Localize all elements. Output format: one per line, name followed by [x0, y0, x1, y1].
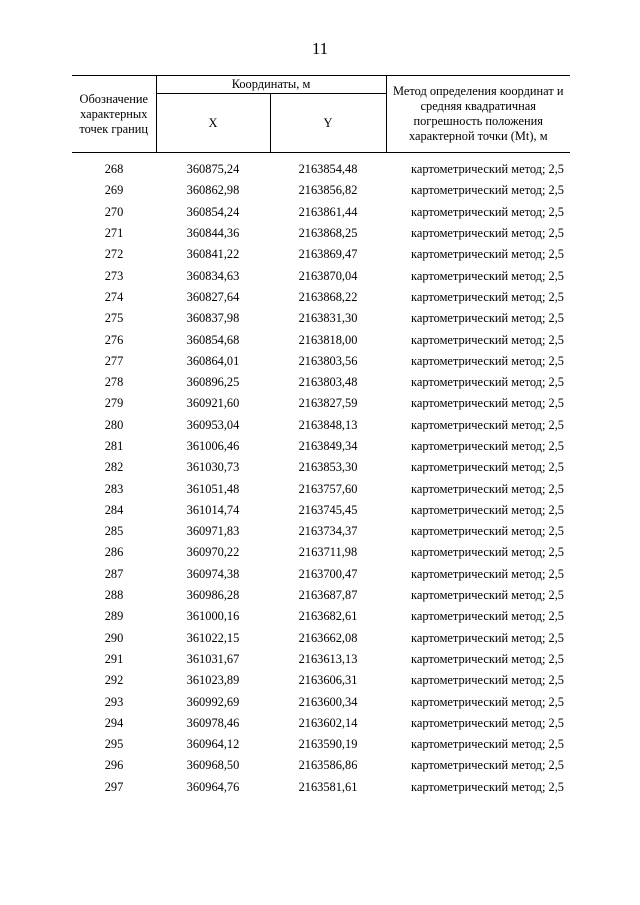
table-row: [72, 478, 570, 499]
y-cell: 2163868,22: [298, 289, 358, 304]
x-cell: 361022,15: [186, 630, 240, 645]
x-cell: 360854,68: [186, 332, 240, 347]
method-cell: картометрический метод; 2,5: [411, 162, 564, 177]
point-cell: 279: [104, 396, 124, 411]
x-cell: 360896,25: [186, 375, 240, 390]
y-cell: 2163818,00: [298, 332, 358, 347]
x-cell: 361030,73: [186, 460, 240, 475]
point-cell: 285: [104, 524, 124, 539]
table-row: [72, 755, 570, 776]
method-cell: картометрический метод; 2,5: [411, 588, 564, 603]
point-cell: 276: [104, 332, 124, 347]
y-cell: 2163803,48: [298, 375, 358, 390]
point-cell: 271: [104, 226, 124, 241]
table-row: [72, 670, 570, 691]
table-row: [72, 542, 570, 563]
table-row: [72, 628, 570, 649]
coordinates-column-header: Координаты, м: [156, 76, 386, 94]
y-cell: 2163868,25: [298, 226, 358, 241]
method-cell: картометрический метод; 2,5: [411, 737, 564, 752]
table-row: [72, 329, 570, 350]
method-cell: картометрический метод; 2,5: [411, 524, 564, 539]
method-cell: картометрический метод; 2,5: [411, 694, 564, 709]
table-row: [72, 265, 570, 286]
x-cell: 360964,12: [186, 737, 240, 752]
table-row: [72, 564, 570, 585]
y-cell: 2163613,13: [298, 651, 358, 666]
table-row: [72, 500, 570, 521]
y-cell: 2163869,47: [298, 247, 358, 262]
y-cell: 2163853,30: [298, 460, 358, 475]
point-cell: 277: [104, 353, 124, 368]
table-row: [72, 521, 570, 542]
y-cell: 2163687,87: [298, 588, 358, 603]
method-cell: картометрический метод; 2,5: [411, 332, 564, 347]
point-cell: 274: [104, 289, 124, 304]
table-row: [72, 308, 570, 329]
point-cell: 287: [104, 566, 124, 581]
x-cell: 360834,63: [186, 268, 240, 283]
x-cell: 360953,04: [186, 417, 240, 432]
x-cell: 360864,01: [186, 353, 240, 368]
method-column-header: Метод определения координат и средняя квадратичная погрешность положения характерной точки (Mt), м: [386, 76, 570, 153]
method-cell: картометрический метод; 2,5: [411, 204, 564, 219]
x-cell: 361031,67: [186, 651, 240, 666]
method-cell: картометрический метод; 2,5: [411, 289, 564, 304]
x-cell: 361023,89: [186, 673, 240, 688]
y-cell: 2163757,60: [298, 481, 358, 496]
y-cell: 2163803,56: [298, 353, 358, 368]
y-cell: 2163745,45: [298, 502, 358, 517]
method-cell: картометрический метод; 2,5: [411, 715, 564, 730]
table-row: [72, 777, 570, 798]
table-row: [72, 153, 570, 181]
method-cell: картометрический метод; 2,5: [411, 226, 564, 241]
table-row: [72, 436, 570, 457]
y-cell: 2163861,44: [298, 204, 358, 219]
page-number: 11: [311, 39, 329, 58]
method-cell: картометрический метод; 2,5: [411, 460, 564, 475]
point-cell: 289: [104, 609, 124, 624]
table-row: [72, 223, 570, 244]
method-cell: картометрический метод; 2,5: [411, 673, 564, 688]
x-cell: 360971,83: [186, 524, 240, 539]
method-cell: картометрический метод; 2,5: [411, 566, 564, 581]
point-cell: 290: [104, 630, 124, 645]
x-cell: 360875,24: [186, 162, 240, 177]
point-cell: 296: [104, 758, 124, 773]
y-cell: 2163581,61: [298, 779, 358, 794]
x-cell: 360964,76: [186, 779, 240, 794]
y-cell: 2163602,14: [298, 715, 358, 730]
point-cell: 294: [104, 715, 124, 730]
coordinates-table: [72, 75, 570, 798]
y-cell: 2163711,98: [298, 545, 358, 560]
y-column-header: Y: [270, 94, 386, 153]
table-row: [72, 415, 570, 436]
x-cell: 360837,98: [186, 311, 240, 326]
y-cell: 2163734,37: [298, 524, 358, 539]
point-cell: 284: [104, 502, 124, 517]
point-cell: 268: [104, 162, 124, 177]
method-cell: картометрический метод; 2,5: [411, 375, 564, 390]
method-cell: картометрический метод; 2,5: [411, 417, 564, 432]
point-column-header: Обозначение характерных точек границ: [72, 76, 156, 153]
y-cell: 2163662,08: [298, 630, 358, 645]
table-row: [72, 372, 570, 393]
y-cell: 2163682,61: [298, 609, 358, 624]
table-row: [72, 606, 570, 627]
y-cell: 2163606,31: [298, 673, 358, 688]
method-cell: картометрический метод; 2,5: [411, 758, 564, 773]
x-cell: 360986,28: [186, 588, 240, 603]
x-cell: 361014,74: [186, 502, 240, 517]
y-cell: 2163831,30: [298, 311, 358, 326]
x-column-header: X: [156, 94, 270, 153]
point-cell: 270: [104, 204, 124, 219]
x-cell: 360970,22: [186, 545, 240, 560]
point-cell: 295: [104, 737, 124, 752]
table-row: [72, 713, 570, 734]
x-cell: 360974,38: [186, 566, 240, 581]
y-cell: 2163590,19: [298, 737, 358, 752]
point-cell: 282: [104, 460, 124, 475]
table-row: [72, 734, 570, 755]
y-cell: 2163700,47: [298, 566, 358, 581]
point-cell: 291: [104, 651, 124, 666]
method-cell: картометрический метод; 2,5: [411, 651, 564, 666]
table-row: [72, 180, 570, 201]
point-cell: 283: [104, 481, 124, 496]
x-cell: 360827,64: [186, 289, 240, 304]
point-cell: 297: [104, 779, 124, 794]
x-cell: 360854,24: [186, 204, 240, 219]
y-cell: 2163854,48: [298, 162, 358, 177]
point-cell: 273: [104, 268, 124, 283]
x-cell: 360921,60: [186, 396, 240, 411]
point-cell: 272: [104, 247, 124, 262]
table-row: [72, 351, 570, 372]
table-row: [72, 691, 570, 712]
method-cell: картометрический метод; 2,5: [411, 630, 564, 645]
x-cell: 360992,69: [186, 694, 240, 709]
x-cell: 360862,98: [186, 183, 240, 198]
point-cell: 275: [104, 311, 124, 326]
method-cell: картометрический метод; 2,5: [411, 779, 564, 794]
method-cell: картометрический метод; 2,5: [411, 311, 564, 326]
y-cell: 2163848,13: [298, 417, 358, 432]
method-cell: картометрический метод; 2,5: [411, 439, 564, 453]
method-cell: картометрический метод; 2,5: [411, 183, 564, 198]
point-cell: 278: [104, 375, 124, 390]
method-cell: картометрический метод; 2,5: [411, 268, 564, 283]
y-cell: 2163849,34: [298, 439, 358, 453]
table-row: [72, 244, 570, 265]
point-cell: 292: [104, 673, 124, 688]
table-row: [72, 649, 570, 670]
table-row: [72, 202, 570, 223]
x-cell: 361000,16: [186, 609, 240, 624]
x-cell: 361051,48: [186, 481, 240, 496]
y-cell: 2163856,82: [298, 183, 358, 198]
table-header: [72, 76, 570, 153]
y-cell: 2163600,34: [298, 694, 358, 709]
point-cell: 286: [104, 545, 124, 560]
point-cell: 280: [104, 417, 124, 432]
point-cell: 281: [104, 439, 124, 453]
method-cell: картометрический метод; 2,5: [411, 609, 564, 624]
table-row: [72, 393, 570, 414]
x-cell: 361006,46: [186, 439, 240, 453]
table-row: [72, 457, 570, 478]
table-row: [72, 585, 570, 606]
method-cell: картометрический метод; 2,5: [411, 545, 564, 560]
method-cell: картометрический метод; 2,5: [411, 353, 564, 368]
point-cell: 269: [104, 183, 124, 198]
method-cell: картометрический метод; 2,5: [411, 502, 564, 517]
point-cell: 288: [104, 588, 124, 603]
y-cell: 2163870,04: [298, 268, 358, 283]
x-cell: 360841,22: [186, 247, 240, 262]
method-cell: картометрический метод; 2,5: [411, 481, 564, 496]
table-row: [72, 287, 570, 308]
table-body: [72, 153, 570, 798]
x-cell: 360968,50: [186, 758, 240, 773]
x-cell: 360844,36: [186, 226, 240, 241]
x-cell: 360978,46: [186, 715, 240, 730]
point-cell: 293: [104, 694, 124, 709]
y-cell: 2163586,86: [298, 758, 358, 773]
method-cell: картометрический метод; 2,5: [411, 247, 564, 262]
y-cell: 2163827,59: [298, 396, 358, 411]
method-cell: картометрический метод; 2,5: [411, 396, 564, 411]
